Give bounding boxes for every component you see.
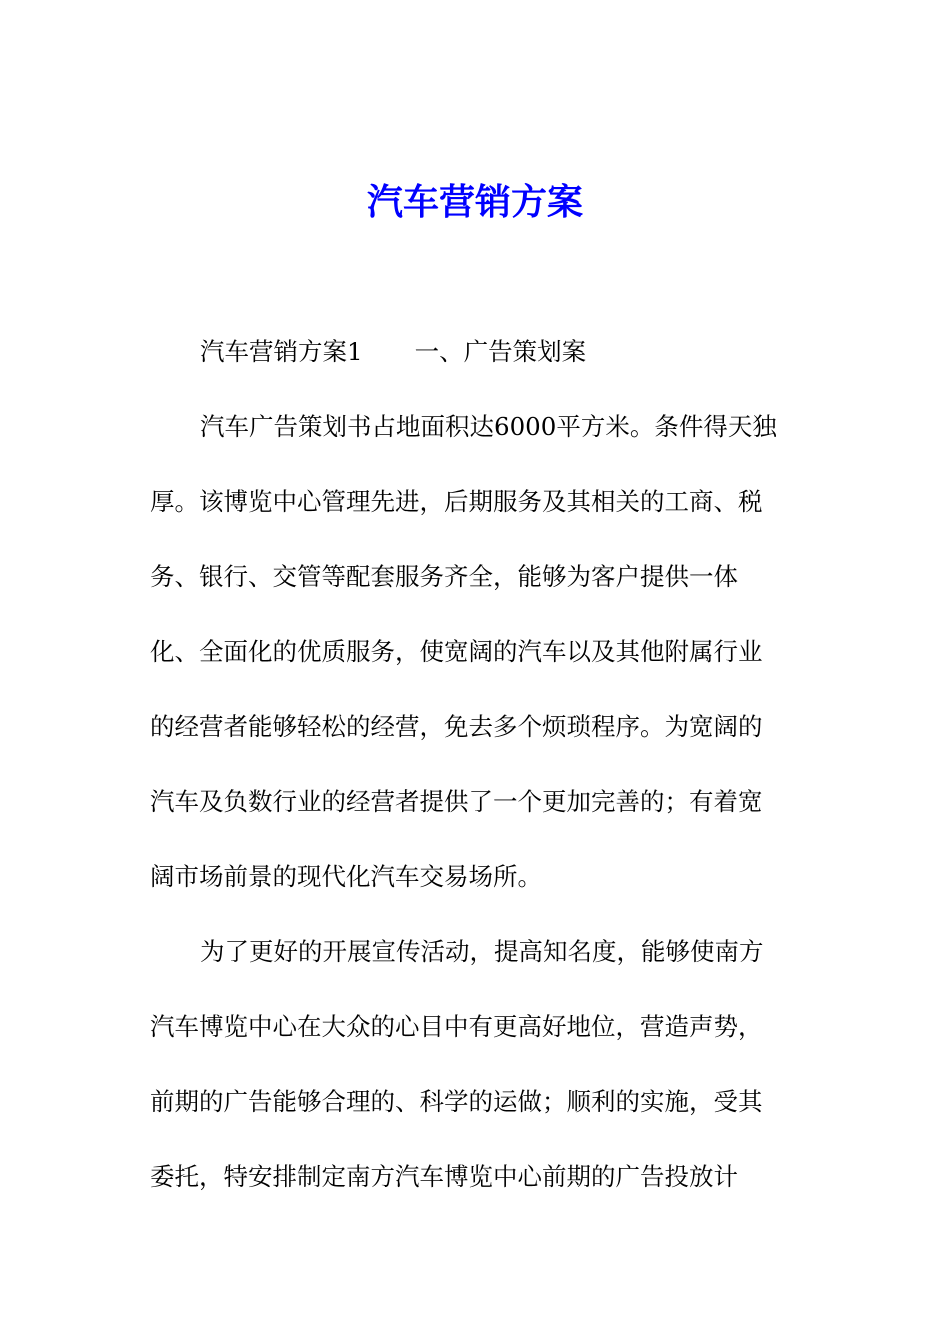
paragraph-2-line-4: 委托，特安排制定南方汽车博览中心前期的广告投放计 (150, 1162, 738, 1191)
subsection-label: 一、广告策划案 (414, 337, 587, 366)
paragraph-2-line-1: 为了更好的开展宣传活动，提高知名度，能够使南方 (200, 937, 764, 966)
document-title: 汽车营销方案 (366, 181, 583, 223)
paragraph-2-line-2: 汽车博览中心在大众的心目中有更高好地位，营造声势， (150, 1012, 763, 1041)
paragraph-1-line-5: 的经营者能够轻松的经营，免去多个烦琐程序。为宽阔的 (150, 712, 763, 741)
paragraph-1-line-4: 化、全面化的优质服务，使宽阔的汽车以及其他附属行业 (150, 637, 763, 666)
paragraph-1-line-1: 汽车广告策划书占地面积达6000平方米。条件得天独 (200, 412, 777, 441)
paragraph-1-line-6: 汽车及负数行业的经营者提供了一个更加完善的；有着宽 (150, 787, 763, 816)
section-label: 汽车营销方案1 (200, 337, 363, 366)
section-heading (200, 335, 810, 369)
paragraph-1-line-2: 厚。该博览中心管理先进，后期服务及其相关的工商、税 (150, 487, 763, 516)
paragraph-2-line-3: 前期的广告能够合理的、科学的运做；顺利的实施，受其 (150, 1087, 763, 1116)
paragraph-1-line-3: 务、银行、交管等配套服务齐全，能够为客户提供一体 (150, 562, 738, 591)
paragraph-1-line-7: 阔市场前景的现代化汽车交易场所。 (150, 862, 542, 891)
